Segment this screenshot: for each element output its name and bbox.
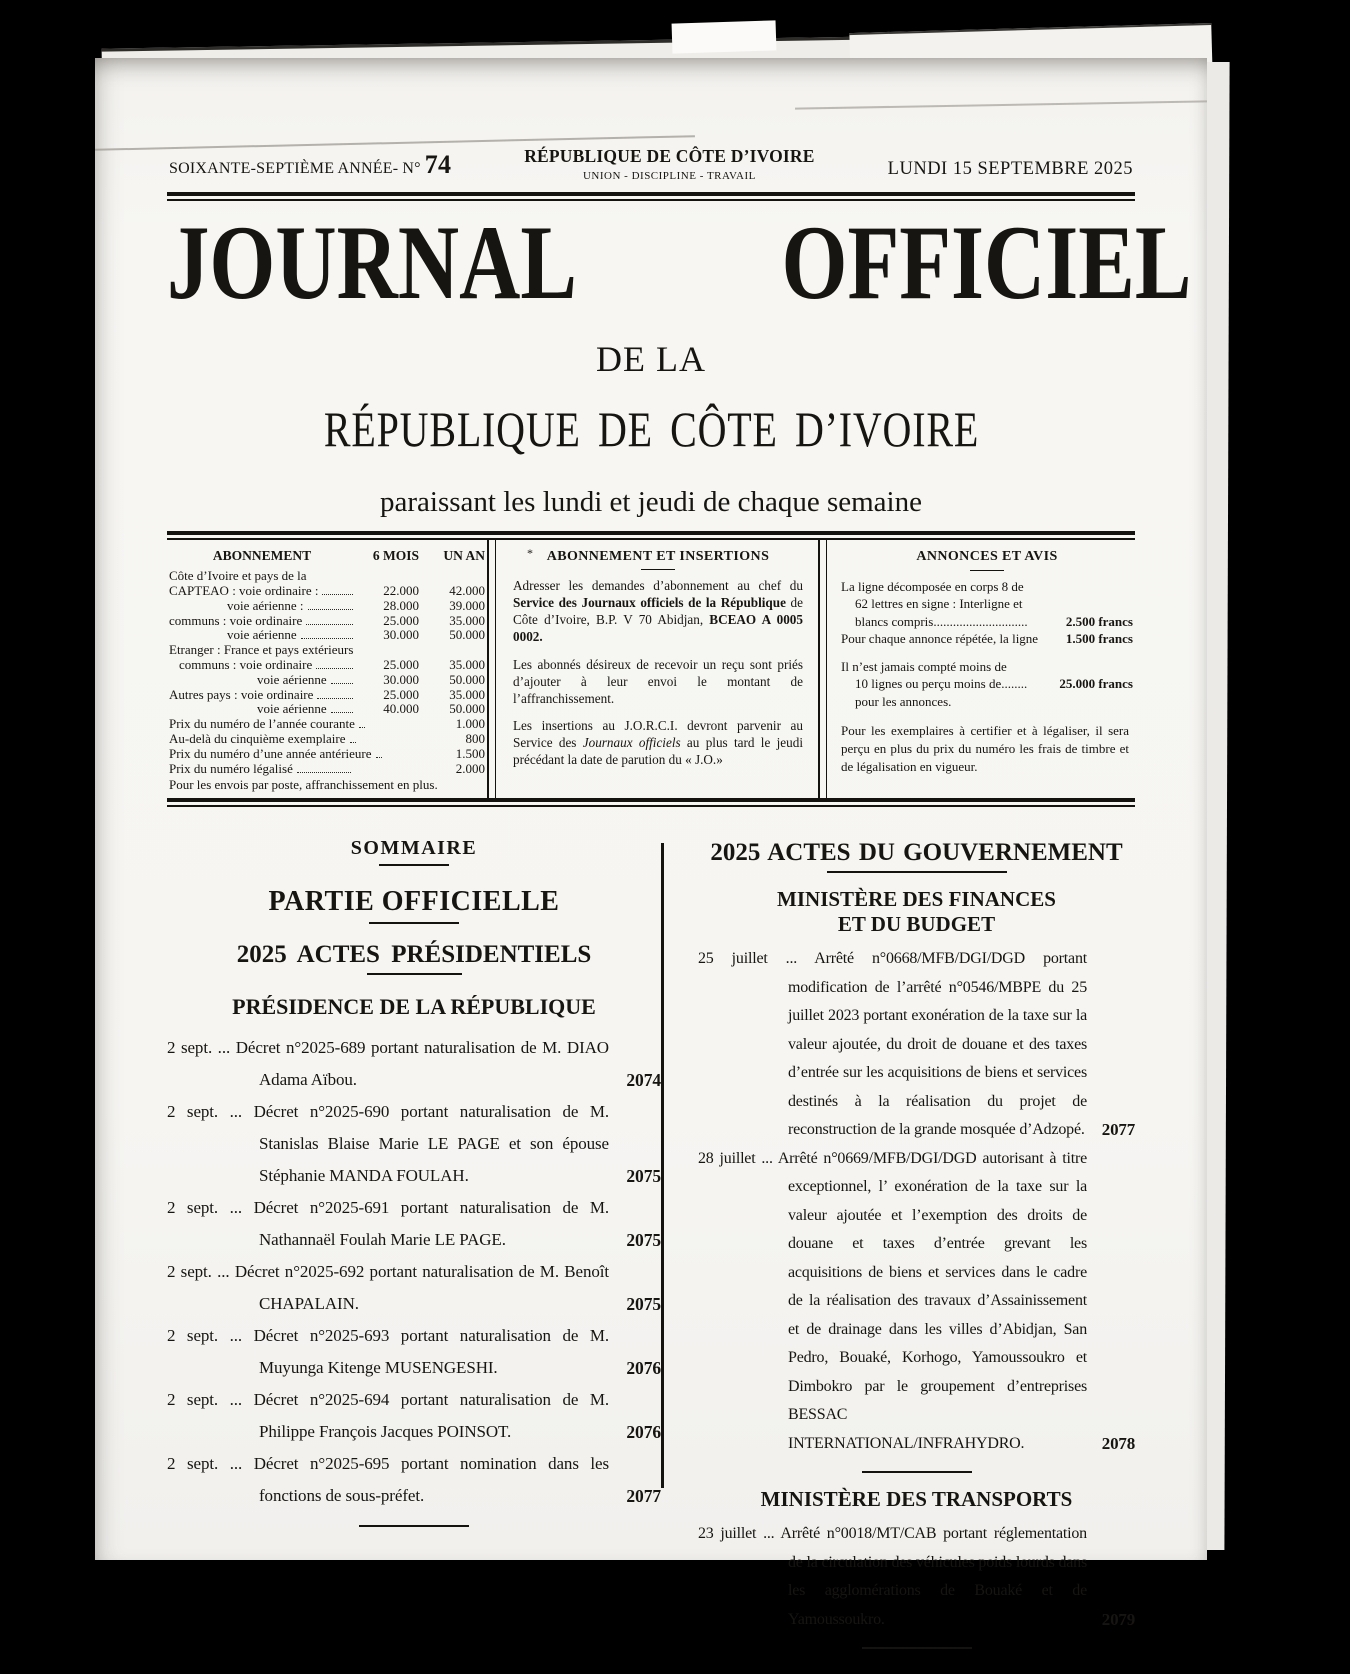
page-stack-edge — [672, 20, 777, 53]
dotted-leader — [308, 609, 353, 610]
abonnement-price-6mois: 30.000 — [383, 671, 419, 687]
presidence-title: PRÉSIDENCE DE LA RÉPUBLIQUE — [232, 993, 596, 1019]
column-6mois: 6 MOIS — [372, 547, 419, 563]
annonces-line-text: blancs compris............................. — [855, 613, 1028, 629]
issue-edition — [169, 150, 451, 180]
left-toc-entries — [167, 1032, 661, 1512]
dotted-leader — [359, 727, 365, 728]
dotted-leader — [301, 638, 353, 639]
abonnement-row-label: communs : voie ordinaire — [169, 612, 303, 628]
abonnement-row — [169, 688, 485, 703]
insertions-title — [513, 545, 803, 566]
abonnement-row — [169, 702, 485, 717]
publication-schedule: paraissant les lundi et jeudi de chaque semaine — [380, 485, 922, 518]
insertions-paragraph — [513, 717, 803, 768]
annonces-line-text: pour les annonces. — [855, 693, 952, 709]
sommaire-right-column — [664, 837, 1135, 1650]
toc-entry — [698, 945, 1135, 1145]
dotted-leader — [317, 698, 353, 699]
toc-entry-text: 2 sept. ... Décret n°2025-694 portant naturalisation de M. Philippe François Jacques POINSOT. — [167, 1389, 609, 1441]
issue-number: 74 — [424, 150, 452, 179]
heading-underline — [367, 973, 462, 975]
insertions-segment: Adresser les demandes d’abonnement au chef du — [513, 577, 803, 593]
republic-name: RÉPUBLIQUE DE CÔTE D’IVOIRE — [524, 146, 815, 166]
toc-entry — [698, 1145, 1135, 1459]
abonnement-price: 2.000 — [455, 760, 485, 776]
annonces-price: 25.000 francs — [1059, 676, 1133, 692]
insertions-segment: Service des Journaux officiels de la République — [513, 595, 786, 611]
abonnement-price-unan: 50.000 — [449, 701, 485, 717]
abonnement-price-6mois: 22.000 — [383, 582, 419, 598]
abonnement-row — [169, 643, 485, 658]
ministry-name-line: ET DU BUDGET — [837, 911, 996, 936]
sommaire-label: SOMMAIRE — [350, 836, 478, 859]
toc-entry-text: 2 sept. ... Décret n°2025-695 portant nomination dans les fonctions de sous-préfet. — [167, 1453, 609, 1505]
abonnement-row-label: Autres pays : voie ordinaire — [169, 686, 314, 702]
title-underline — [970, 570, 1004, 571]
masthead-republic-text: RÉPUBLIQUE DE CÔTE D’IVOIRE — [323, 400, 979, 457]
annonces-line-text: 62 lettres en signe : Interligne et — [855, 596, 1023, 612]
annonces-price: 2.500 francs — [1065, 613, 1133, 629]
abonnement-row-label: voie aérienne — [257, 701, 327, 717]
toc-entry-page: 2077 — [626, 1485, 661, 1506]
abonnement-row — [169, 628, 485, 643]
abonnement-price-6mois: 28.000 — [383, 597, 419, 613]
title-underline — [641, 569, 675, 570]
section-end-rule — [862, 1471, 972, 1473]
toc-entry-page: 2074 — [626, 1069, 661, 1090]
abonnement-row — [169, 614, 485, 629]
insertions-segment: Les abonnés désireux de recevoir un reçu sont priés d’ajouter à leur envoi le montant de l’affranchissement. — [513, 656, 803, 706]
toc-entry-page: 2076 — [626, 1421, 661, 1442]
annonces-line — [841, 630, 1133, 648]
abonnement-price-6mois: 30.000 — [383, 627, 419, 643]
actes-presidentiels-title: 2025 ACTES PRÉSIDENTIELS — [236, 940, 592, 968]
toc-entry-text: 2 sept. ... Décret n°2025-693 portant naturalisation de M. Muyunga Kitenge MUSENGESHI. — [167, 1325, 609, 1377]
vertical-divider — [818, 540, 827, 798]
abonnement-price-unan: 35.000 — [449, 612, 485, 628]
double-rule — [167, 531, 1135, 540]
abonnement-price-6mois: 25.000 — [383, 612, 419, 628]
abonnement-row — [169, 569, 485, 584]
abonnement-row — [169, 732, 485, 747]
insertions-segment: Les insertions au J.O.R.C.I. devront parvenir au Service des — [513, 717, 803, 751]
toc-entry — [698, 1520, 1135, 1634]
annonces-line — [841, 578, 1133, 596]
issue-info-line — [167, 146, 1135, 192]
edition-label: SOIXANTE-SEPTIÈME ANNÉE- N° — [169, 160, 421, 177]
abonnement-price-unan: 35.000 — [449, 656, 485, 672]
journal-title-word-2: OFFICIEL — [781, 204, 1192, 321]
abonnement-row-label: Côte d’Ivoire et pays de la — [169, 568, 307, 584]
dotted-leader — [376, 757, 382, 758]
ministry-entries — [698, 1520, 1135, 1634]
toc-entry-page: 2079 — [1101, 1609, 1135, 1629]
abonnement-title: ABONNEMENT — [212, 547, 312, 563]
section-end-rule — [359, 1525, 469, 1527]
abonnement-price-unan: 35.000 — [449, 686, 485, 702]
insertions-segment: au plus tard le jeudi précédant la date de parution du « J.O.» — [513, 735, 803, 768]
abonnement-row — [169, 762, 485, 777]
dotted-leader — [297, 772, 351, 773]
dotted-leader — [331, 712, 353, 713]
toc-entry — [167, 1256, 661, 1320]
abonnement-row — [169, 747, 485, 762]
insertions-segment: Journaux officiels — [582, 735, 681, 751]
heading-underline — [827, 871, 1007, 873]
abonnement-row — [169, 673, 485, 688]
abonnement-price-6mois: 40.000 — [383, 701, 419, 717]
toc-entry — [167, 1032, 661, 1096]
toc-entry-page: 2075 — [626, 1229, 661, 1250]
insertions-segment: de Côte d’Ivoire, B.P. V 70 Abidjan, — [513, 595, 804, 628]
annonces-title: ANNONCES ET AVIS — [916, 548, 1058, 564]
toc-entry — [167, 1192, 661, 1256]
abonnement-row-label: voie aérienne — [257, 671, 327, 687]
annonces-box — [827, 540, 1135, 798]
abonnement-row-label: Prix du numéro de l’année courante — [169, 716, 355, 732]
annonces-line-text: La ligne décomposée en corps 8 de — [841, 578, 1024, 594]
double-rule — [167, 798, 1135, 807]
sommaire-section — [167, 837, 1135, 1650]
journal-title-word-1: JOURNAL — [167, 204, 577, 321]
annonces-line — [841, 595, 1133, 613]
insertions-paragraph — [513, 656, 803, 707]
toc-entry-page: 2075 — [626, 1293, 661, 1314]
toc-entry-text: 23 juillet ... Arrêté n°0018/MT/CAB portant réglementation de la circulation des véhicules poids lourds dans les agglomérations de Bouaké et de Yamoussoukro. — [698, 1525, 1088, 1628]
annonces-line-text: 10 lignes ou perçu moins de........ — [855, 676, 1028, 692]
toc-entry-text: 2 sept. ... Décret n°2025-691 portant naturalisation de M. Nathannaël Foulah Marie LE PAGE. — [167, 1197, 609, 1249]
abonnement-price-unan: 50.000 — [449, 627, 485, 643]
right-toc-ministries — [698, 887, 1135, 1650]
annonces-lines — [841, 578, 1133, 711]
abonnement-price-unan: 42.000 — [449, 582, 485, 598]
toc-entry — [167, 1320, 661, 1384]
insertions-box — [496, 540, 818, 798]
abonnement-price-unan: 39.000 — [449, 597, 485, 613]
ministry-block — [698, 1487, 1135, 1649]
abonnement-row-label: Prix du numéro d’une année antérieure — [169, 745, 372, 761]
annonces-line-text: Pour chaque annonce répétée, la ligne — [841, 631, 1039, 647]
abonnement-row-label: voie aérienne : — [227, 597, 304, 613]
annonces-line — [841, 675, 1133, 693]
abonnement-row-label: Au-delà du cinquième exemplaire — [169, 731, 346, 746]
ministry-name-line: MINISTÈRE DES FINANCES — [777, 886, 1056, 911]
insertions-paragraph — [513, 577, 803, 646]
toc-entry-page: 2076 — [626, 1357, 661, 1378]
ministry-block — [698, 887, 1135, 1473]
toc-entry-text: 2 sept. ... Décret n°2025-690 portant naturalisation de M. Stanislas Blaise Marie LE PAGE et son épouse Stéphanie MANDA FOULAH. — [167, 1101, 609, 1185]
dotted-leader — [350, 742, 356, 743]
actes-gouvernement-title: 2025 ACTES DU GOUVERNEMENT — [710, 838, 1123, 866]
insertions-title-text: ABONNEMENT ET INSERTIONS — [546, 548, 770, 564]
toc-entry-text: 28 juillet ... Arrêté n°0669/MFB/DGI/DGD autorisant à titre exceptionnel, l’ exonération de la taxe sur la valeur ajoutée et l’exemption des droits de douane et taxes d’entrée grevant les acquisitions de biens et services dans le cadre de la réalisation des travaux d’Assainissement et de drainage dans les villes d’Abidjan, San Pedro, Bouaké, Korhogo, Yamoussoukro et Dimbokro par le groupement d’entreprises BESSAC INTERNATIONAL/INFRAHYDRO. — [698, 1149, 1087, 1452]
annonces-line — [841, 658, 1133, 676]
republic-block — [524, 146, 814, 182]
toc-entry-text: 25 juillet ... Arrêté n°0668/MFB/DGI/DGD portant modification de l’arrêté n°0546/MBPE du 25 juillet 2023 portant exonération de la taxe sur la valeur ajoutée, du droit de douane et des taxes d’entrée sur les acquisitions de biens et services destinés à la réalisation du projet de reconstruction de la grande mosquée d’Adzopé. — [698, 950, 1087, 1139]
abonnement-price: 800 — [465, 731, 485, 746]
national-motto: UNION - DISCIPLINE - TRAVAIL — [582, 170, 756, 182]
masthead-dela: DE LA — [596, 338, 706, 379]
abonnement-price-unan: 50.000 — [449, 671, 485, 687]
abonnement-row-label: Etranger : France et pays extérieurs — [169, 642, 354, 658]
dotted-leader — [322, 594, 353, 595]
column-unan: UN AN — [443, 547, 485, 563]
annonces-price: 1.500 francs — [1065, 631, 1133, 647]
toc-entry — [167, 1384, 661, 1448]
abonnement-header — [169, 548, 485, 563]
abonnement-note: Pour les envois par poste, affranchissement en plus. — [169, 777, 438, 793]
journal-title — [167, 201, 1192, 321]
abonnement-row-label: CAPTEAO : voie ordinaire : — [169, 582, 319, 598]
heading-underline — [379, 864, 449, 866]
ministry-name-line: MINISTÈRE DES TRANSPORTS — [760, 1487, 1073, 1512]
annonces-line — [841, 693, 1133, 711]
insertions-paragraphs — [513, 577, 803, 769]
masthead — [167, 201, 1192, 519]
abonnement-row-label: voie aérienne — [227, 627, 297, 643]
abonnement-row — [169, 599, 485, 614]
issue-date: LUNDI 15 SEPTEMBRE 2025 — [887, 159, 1133, 179]
abonnement-rows — [169, 569, 485, 776]
dotted-leader — [306, 624, 353, 625]
abonnement-row-label: Prix du numéro légalisé — [169, 760, 293, 776]
sommaire-left-column — [167, 837, 661, 1650]
annonces-line-text: Il n’est jamais compté moins de — [841, 658, 1007, 674]
abonnement-price: 1.000 — [455, 716, 485, 732]
abonnement-price-6mois: 25.000 — [383, 656, 419, 672]
info-boxes — [167, 540, 1135, 798]
annonces-footer: Pour les exemplaires à certifier et à légaliser, il sera perçu en plus du prix du numéro les frais de timbre et de légalisation en vigueur. — [841, 723, 1129, 774]
toc-entry-text: 2 sept. ... Décret n°2025-689 portant naturalisation de M. DIAO Adama Aïbou. — [167, 1037, 609, 1089]
double-rule — [167, 192, 1135, 201]
toc-entry-text: 2 sept. ... Décret n°2025-692 portant naturalisation de M. Benoît CHAPALAIN. — [167, 1261, 609, 1313]
annonces-line — [841, 613, 1133, 631]
abonnement-row — [169, 584, 485, 599]
abonnement-row-label: communs : voie ordinaire — [179, 656, 313, 672]
spacer — [841, 648, 1133, 658]
ministry-entries — [698, 945, 1135, 1458]
abonnement-price: 1.500 — [455, 745, 485, 761]
heading-underline — [369, 922, 459, 924]
abonnement-row — [169, 717, 485, 732]
newspaper-front-page — [95, 58, 1207, 1629]
toc-entry-page: 2078 — [1101, 1433, 1135, 1453]
scan-artifact-line — [795, 100, 1207, 109]
star-mark: * — [527, 545, 534, 560]
toc-entry-page: 2077 — [1101, 1120, 1135, 1140]
partie-officielle-title: PARTIE OFFICIELLE — [268, 885, 560, 917]
vertical-divider — [487, 540, 496, 798]
toc-entry — [167, 1096, 661, 1192]
dotted-leader — [316, 668, 353, 669]
toc-entry-page: 2075 — [626, 1165, 661, 1186]
abonnement-price-6mois: 25.000 — [383, 686, 419, 702]
section-end-rule — [862, 1647, 972, 1649]
abonnement-box — [167, 540, 487, 798]
insertions-segment: BCEAO A 0005 0002. — [513, 612, 803, 645]
toc-entry — [167, 1448, 661, 1512]
abonnement-row — [169, 658, 485, 673]
masthead-republic — [167, 400, 1135, 458]
dotted-leader — [331, 683, 353, 684]
